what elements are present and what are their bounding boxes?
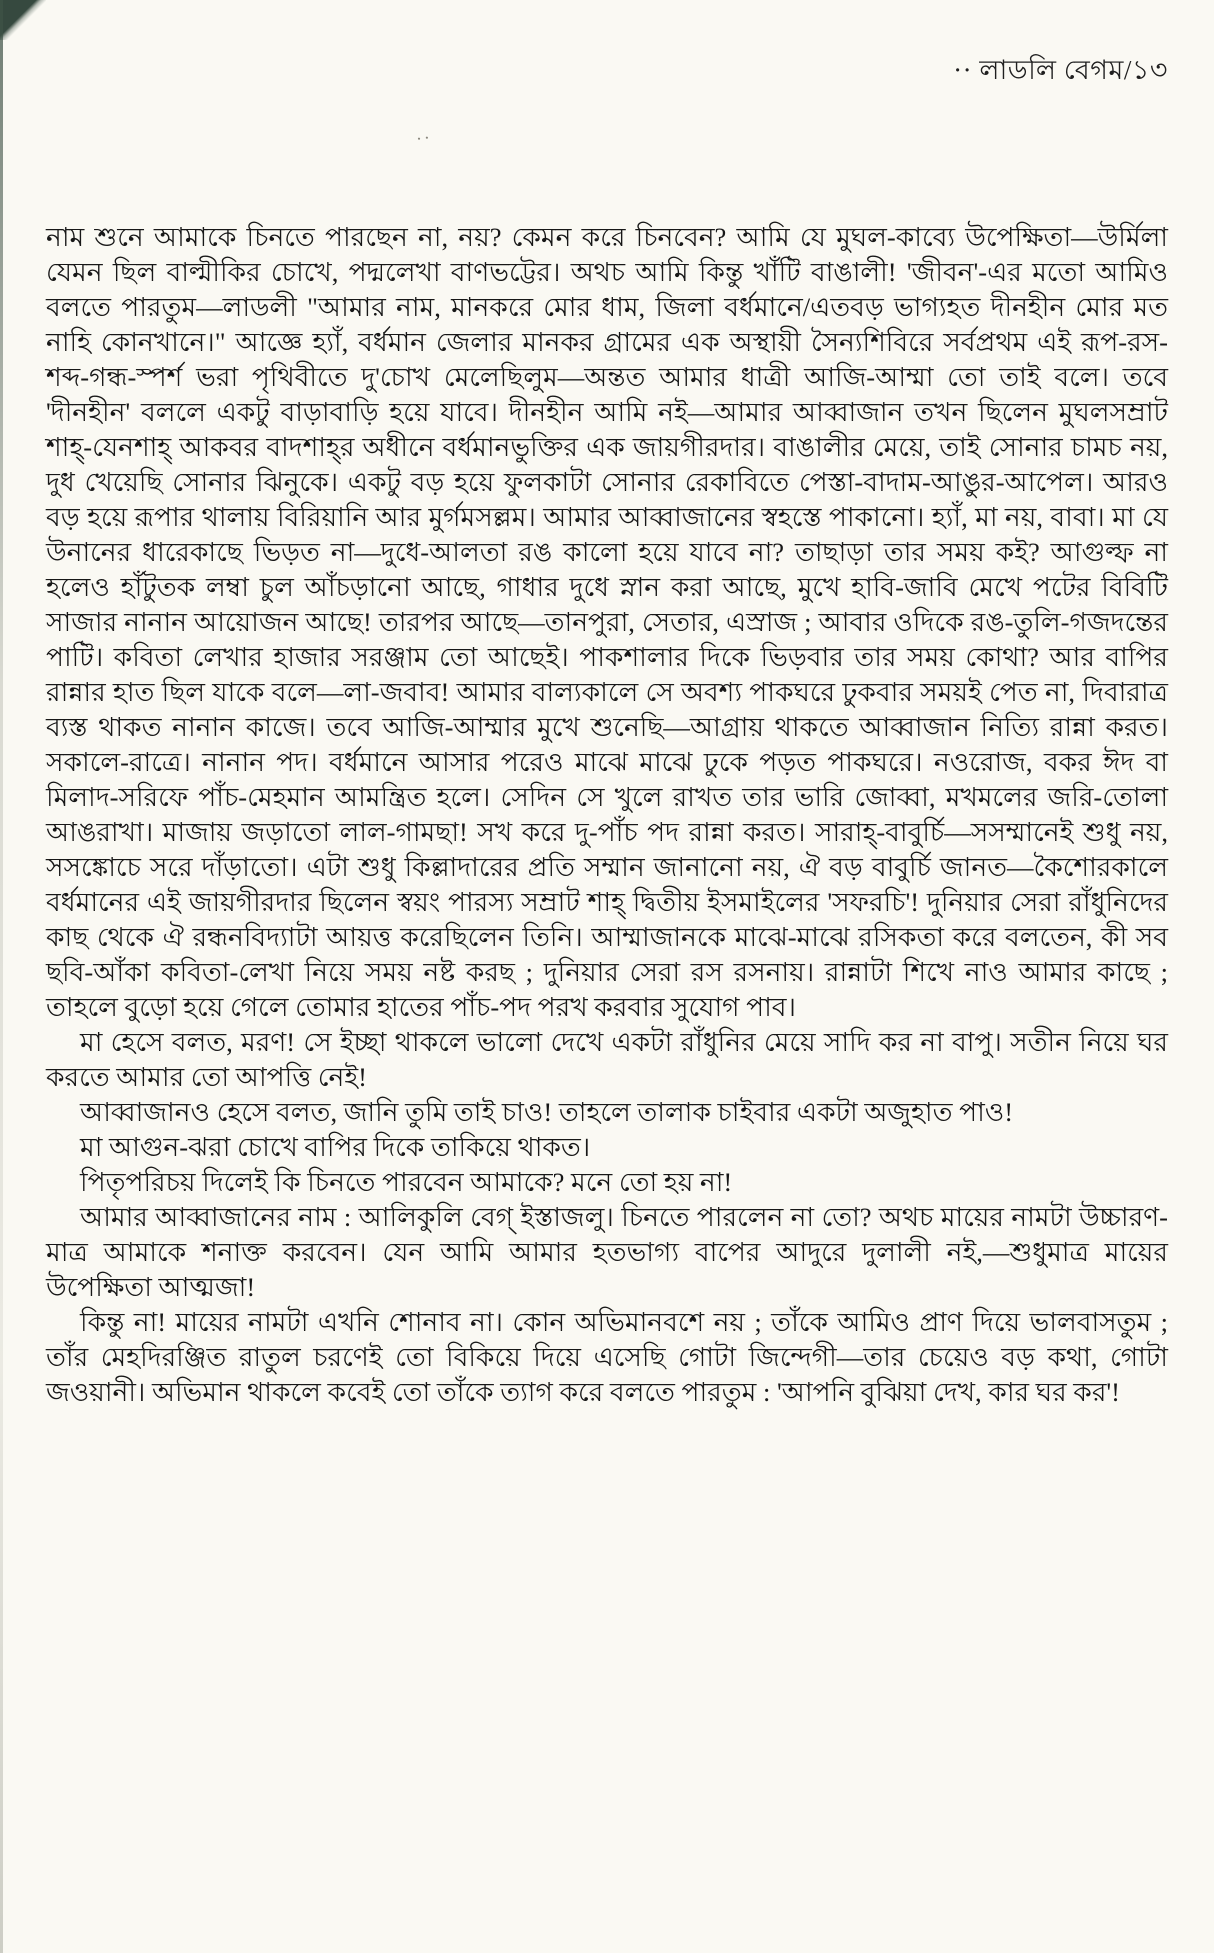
paragraph-3: আব্বাজানও হেসে বলত, জানি তুমি তাই চাও! তাহলে তালাক চাইবার একটা অজুহাত পাও! — [80, 1097, 1014, 1127]
paragraph-6: আমার আব্বাজানের নাম : আলিকুলি বেগ্‌ ইস্তাজলু। চিনতে পারলেন না তো? অথচ মায়ের নামটা উচ্চারণ-মাত্র আমাকে শনাক্ত করবেন। যেন আমি আমার হতভাগ্য বাপের আদুরে দুলালী নই,—শুধুমাত্র মায়ের উপেক্ষিতা আত্মজা! — [46, 1202, 1168, 1302]
page-header-title: ·· লাডলি বেগম/১৩ — [953, 55, 1168, 85]
page-body-text — [46, 220, 1168, 1410]
scan-corner-artifact — [0, 0, 46, 40]
paragraph-1: নাম শুনে আমাকে চিনতে পারছেন না, নয়? কেমন করে চিনবেন? আমি যে মুঘল-কাব্যে উপেক্ষিতা—উর্মিলা যেমন ছিল বাল্মীকির চোখে, পদ্মলেখা বাণভট্টের। অথচ আমি কিন্তু খাঁটি বাঙালী! 'জীবন'-এর মতো আমিও বলতে পারতুম—লাডলী "আমার নাম, মানকরে মোর ধাম, জিলা বর্ধমানে/এতবড় ভাগ্যহত দীনহীন মোর মত নাহি কোনখানে।" আজ্ঞে হ্যাঁ, বর্ধমান জেলার মানকর গ্রামের এক অস্থায়ী সৈন্যশিবিরে সর্বপ্রথম এই রূপ-রস-শব্দ-গন্ধ-স্পর্শ ভরা পৃথিবীতে দু'চোখ মেলেছিলুম—অন্তত আমার ধাত্রী আজি-আম্মা তো তাই বলে। তবে 'দীনহীন' বললে একটু বাড়াবাড়ি হয়ে যাবে। দীনহীন আমি নই—আমার আব্বাজান তখন ছিলেন মুঘলসম্রাট শাহ্‌-যেনশাহ্‌ আকবর বাদশাহ্‌র অধীনে বর্ধমানভুক্তির এক জায়গীরদার। বাঙালীর মেয়ে, তাই সোনার চামচ নয়, দুধ খেয়েছি সোনার ঝিনুকে। একটু বড় হয়ে ফুলকাটা সোনার রেকাবিতে পেস্তা-বাদাম-আঙুর-আপেল। আরও বড় হয়ে রূপার থালায় বিরিয়ানি আর মুর্গমসল্লম। আমার আব্বাজানের স্বহস্তে পাকানো। হ্যাঁ, মা নয়, বাবা। মা যে উনানের ধারেকাছে ভিড়ত না—দুধে-আলতা রঙ কালো হয়ে যাবে না? তাছাড়া তার সময় কই? আগুল্ফ না হলেও হাঁটুতক লম্বা চুল আঁচড়ানো আছে, গাধার দুধে স্নান করা আছে, মুখে হাবি-জাবি মেখে পটের বিবিটি সাজার নানান আয়োজন আছে! তারপর আছে—তানপুরা, সেতার, এস্রাজ ; আবার ওদিকে রঙ-তুলি-গজদন্তের পাটি। কবিতা লেখার হাজার সরঞ্জাম তো আছেই। পাকশালার দিকে ভিড়বার তার সময় কোথা? আর বাপির রান্নার হাত ছিল যাকে বলে—লা-জবাব! আমার বাল্যকালে সে অবশ্য পাকঘরে ঢুকবার সময়ই পেত না, দিবারাত্র ব্যস্ত থাকত নানান কাজে। তবে আজি-আম্মার মুখে শুনেছি—আগ্রায় থাকতে আব্বাজান নিত্যি রান্না করত। সকালে-রাত্রে। নানান পদ। বর্ধমানে আসার পরেও মাঝে মাঝে ঢুকে পড়ত পাকঘরে। নওরোজ, বকর ঈদ বা মিলাদ-সরিফে পাঁচ-মেহমান আমন্ত্রিত হলে। সেদিন সে খুলে রাখত তার ভারি জোব্বা, মখমলের জরি-তোলা আঙরাখা। মাজায় জড়াতো লাল-গামছা! সখ করে দু-পাঁচ পদ রান্না করত। সারাহ্‌-বাবুর্চি—সসম্মানেই শুধু নয়, সসঙ্কোচে সরে দাঁড়াতো। এটা শুধু কিল্লাদারের প্রতি সম্মান জানানো নয়, ঐ বড় বাবুর্চি জানত—কৈশোরকালে বর্ধমানের এই জায়গীরদার ছিলেন স্বয়ং পারস্য সম্রাট শাহ্‌ দ্বিতীয় ইসমাইলের 'সফরচি'! দুনিয়ার সেরা রাঁধুনিদের কাছ থেকে ঐ রন্ধনবিদ্যাটা আয়ত্ত করেছিলেন তিনি। আম্মাজানকে মাঝে-মাঝে রসিকতা করে বলতেন, কী সব ছবি-আঁকা কবিতা-লেখা নিয়ে সময় নষ্ট করছ ; দুনিয়ার সেরা রস রসনায়। রান্নাটা শিখে নাও আমার কাছে ; তাহলে বুড়ো হয়ে গেলে তোমার হাতের পাঁচ-পদ পরখ করবার সুযোগ পাব। — [46, 222, 1168, 1022]
paragraph-2: মা হেসে বলত, মরণ! সে ইচ্ছা থাকলে ভালো দেখে একটা রাঁধুনির মেয়ে সাদি কর না বাপু। সতীন নিয়ে ঘর করতে আমার তো আপত্তি নেই! — [46, 1027, 1168, 1092]
paragraph-7: কিন্তু না! মায়ের নামটা এখনি শোনাব না। কোন অভিমানবশে নয় ; তাঁকে আমিও প্রাণ দিয়ে ভালবাসতুম ; তাঁর মেহদিরঞ্জিত রাতুল চরণেই তো বিকিয়ে দিয়ে এসেছি গোটা জিন্দেগী—তার চেয়েও বড় কথা, গোটা জওয়ানী। অভিমান থাকলে কবেই তো তাঁকে ত্যাগ করে বলতে পারতুম : 'আপনি বুঝিয়া দেখ, কার ঘর কর'! — [46, 1307, 1168, 1407]
paragraph-5: পিতৃপরিচয় দিলেই কি চিনতে পারবেন আমাকে? মনে তো হয় না! — [80, 1167, 733, 1197]
paragraph-4: মা আগুন-ঝরা চোখে বাপির দিকে তাকিয়ে থাকত। — [80, 1132, 591, 1162]
scan-edge-artifact — [0, 0, 3, 1953]
scan-smudge: ·· — [414, 126, 434, 150]
